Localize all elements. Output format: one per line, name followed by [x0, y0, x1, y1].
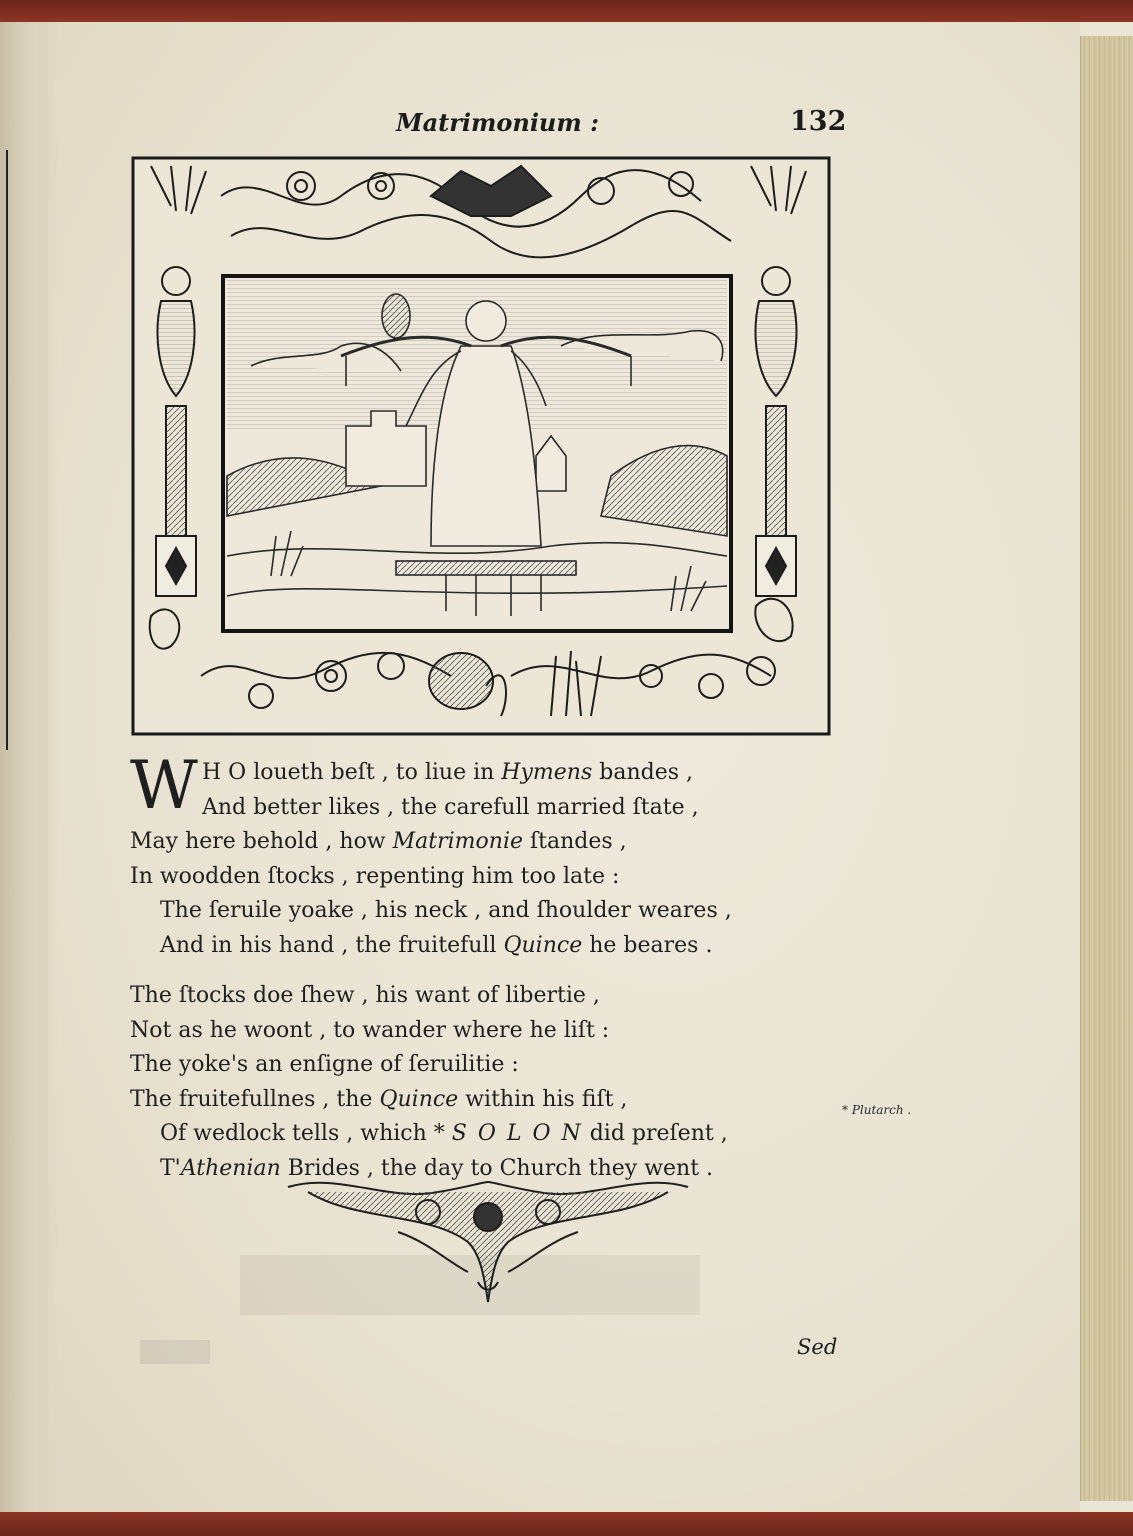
book-cover-top — [0, 0, 1133, 22]
drop-capital: W — [130, 747, 198, 824]
woodcut-emblem — [131, 156, 831, 736]
gutter-shadow — [0, 22, 60, 1512]
poem-line-10: The fruitefullnes , the Quince within his fiſt , — [130, 1086, 628, 1112]
poem-line-11: Of wedlock tells , which * S O L O N did preſent , — [160, 1121, 728, 1146]
poem-line-7: The ſtocks doe ſhew , his want of libertie , — [130, 983, 600, 1008]
poem-text — [130, 747, 850, 1186]
margin-note-plutarch: * Plutarch . — [842, 1103, 912, 1117]
poem-line-1: H O loueth beſt , to liue in Hymens bandes , — [202, 760, 693, 785]
page-number: 132 — [790, 106, 847, 137]
tailpiece-ornament — [278, 1172, 698, 1312]
facing-page-rule — [0, 150, 8, 750]
book-cover-bottom — [0, 1512, 1133, 1536]
page-fore-edge — [1080, 36, 1133, 1501]
poem-line-2: And better likes , the carefull married ſtate , — [202, 794, 699, 820]
poem-line-6: And in his hand , the fruitefull Quince he beares . — [160, 932, 713, 958]
bleed-through — [140, 1340, 210, 1364]
poem-line-9: The yoke's an enſigne of ſeruilitie : — [130, 1052, 519, 1077]
poem-line-3: May here behold , how Matrimonie ſtandes , — [130, 829, 627, 854]
poem-line-5: The ſeruile yoake , his neck , and ſhoulder weares , — [160, 898, 732, 923]
poem-line-8: Not as he woont , to wander where he liſt : — [130, 1017, 610, 1043]
poem-line-12: T'Athenian Brides , the day to Church they went . — [160, 1155, 714, 1181]
running-head: Matrimonium : — [396, 108, 599, 137]
poem-line-4: In woodden ſtocks , repenting him too late : — [130, 863, 620, 889]
catchword: Sed — [797, 1335, 838, 1359]
